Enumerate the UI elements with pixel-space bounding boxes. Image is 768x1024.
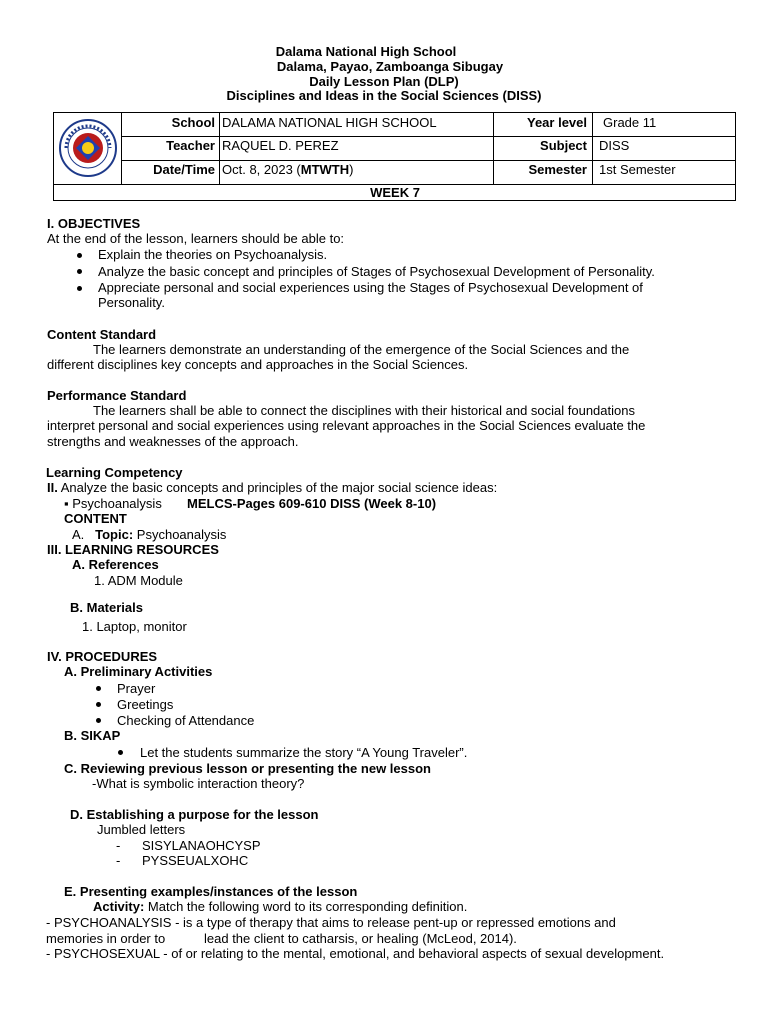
date-label: Date/Time xyxy=(153,162,215,177)
year-level-label: Year level xyxy=(527,115,587,130)
school-address: Dalama, Payao, Zamboanga Sibugay xyxy=(276,59,504,74)
semester-label: Semester xyxy=(528,162,587,177)
preliminary-item: Greetings xyxy=(117,697,174,712)
subject-title: Disciplines and Ideas in the Social Sciences (DISS) xyxy=(226,88,542,103)
performance-standard-text: interpret personal and social experiences using relevant approaches in the Social Sciences evaluate the xyxy=(47,418,646,433)
content-standard-text: The learners demonstrate an understanding of the emergence of the Social Sciences and the xyxy=(93,342,630,357)
activity-line: Activity: Match the following word to its corresponding definition. xyxy=(93,899,468,914)
school-value: DALAMA NATIONAL HIGH SCHOOL xyxy=(222,115,437,130)
bullet-icon xyxy=(96,702,101,707)
bullet-icon xyxy=(96,686,101,691)
objective-item-continued: Personality. xyxy=(98,295,165,310)
purpose-intro: Jumbled letters xyxy=(97,822,186,837)
topic-line: A. Topic: Psychoanalysis xyxy=(72,527,227,542)
week-label: WEEK 7 xyxy=(370,185,420,200)
purpose-heading: D. Establishing a purpose for the lesson xyxy=(70,807,319,822)
semester-value: 1st Semester xyxy=(599,162,676,177)
references-item: 1. ADM Module xyxy=(94,573,183,588)
resources-heading: III. LEARNING RESOURCES xyxy=(47,542,219,557)
jumbled-word: - SISYLANAOHCYSP xyxy=(116,838,261,853)
objective-item: Appreciate personal and social experiences using the Stages of Psychosexual Development of xyxy=(98,280,643,295)
document-type: Daily Lesson Plan (DLP) xyxy=(309,74,459,89)
subject-value: DISS xyxy=(599,138,630,153)
year-level-value: Grade 11 xyxy=(603,115,657,130)
bullet-icon xyxy=(77,286,82,291)
bullet-icon xyxy=(96,718,101,723)
definition-continued: lead the client to catharsis, or healing (McLeod, 2014). xyxy=(204,931,517,946)
procedures-heading: IV. PROCEDURES xyxy=(47,649,158,664)
preliminary-heading: A. Preliminary Activities xyxy=(64,664,213,679)
references-heading: A. References xyxy=(72,557,159,572)
jumbled-word: - PYSSEUALXOHC xyxy=(116,853,249,868)
teacher-label: Teacher xyxy=(166,138,215,153)
teacher-value: RAQUEL D. PEREZ xyxy=(222,138,339,153)
bullet-icon xyxy=(118,750,123,755)
content-standard-text: different disciplines key concepts and approaches in the Social Sciences. xyxy=(47,357,469,372)
performance-standard-text: The learners shall be able to connect the disciplines with their historical and social foundations xyxy=(93,403,635,418)
performance-standard-text: strengths and weaknesses of the approach. xyxy=(47,434,299,449)
bullet-icon xyxy=(77,253,82,258)
school-label: School xyxy=(171,115,215,130)
preliminary-item: Prayer xyxy=(117,681,156,696)
bullet-icon xyxy=(77,269,82,274)
definition-psychosexual: - PSYCHOSEXUAL - of or relating to the mental, emotional, and behavioral aspects of sexual development. xyxy=(46,946,665,961)
sikap-heading: B. SIKAP xyxy=(64,728,121,743)
content-standard-heading: Content Standard xyxy=(47,327,157,342)
materials-item: 1. Laptop, monitor xyxy=(82,619,187,634)
objectives-heading: I. OBJECTIVES xyxy=(47,216,141,231)
definition-psychoanalysis: - PSYCHOANALYSIS - is a type of therapy that aims to release pent-up or repressed emotions and xyxy=(46,915,616,930)
melcs-reference: MELCS-Pages 609-610 DISS (Week 8-10) xyxy=(187,496,437,511)
deped-seal-icon xyxy=(58,118,118,178)
objectives-intro: At the end of the lesson, learners should be able to: xyxy=(47,231,345,246)
objective-item: Analyze the basic concept and principles of Stages of Psychosexual Development of Personality. xyxy=(98,264,655,279)
sikap-item: Let the students summarize the story “A Young Traveler”. xyxy=(140,745,468,760)
content-heading: CONTENT xyxy=(64,511,127,526)
preliminary-item: Checking of Attendance xyxy=(117,713,255,728)
competency-item: ▪ Psychoanalysis xyxy=(64,496,162,511)
review-item: -What is symbolic interaction theory? xyxy=(92,776,305,791)
definition-continued: memories in order to xyxy=(46,931,166,946)
date-value: Oct. 8, 2023 (MTWTH) xyxy=(222,162,354,177)
objective-item: Explain the theories on Psychoanalysis. xyxy=(98,247,328,262)
materials-heading: B. Materials xyxy=(70,600,143,615)
competency-heading: Learning Competency xyxy=(46,465,183,480)
examples-heading: E. Presenting examples/instances of the lesson xyxy=(64,884,358,899)
performance-standard-heading: Performance Standard xyxy=(47,388,187,403)
school-name: Dalama National High School xyxy=(275,44,457,59)
subject-label: Subject xyxy=(540,138,587,153)
competency-text: II. Analyze the basic concepts and principles of the major social science ideas: xyxy=(47,480,498,495)
review-heading: C. Reviewing previous lesson or presenting the new lesson xyxy=(64,761,431,776)
info-table xyxy=(53,112,736,201)
